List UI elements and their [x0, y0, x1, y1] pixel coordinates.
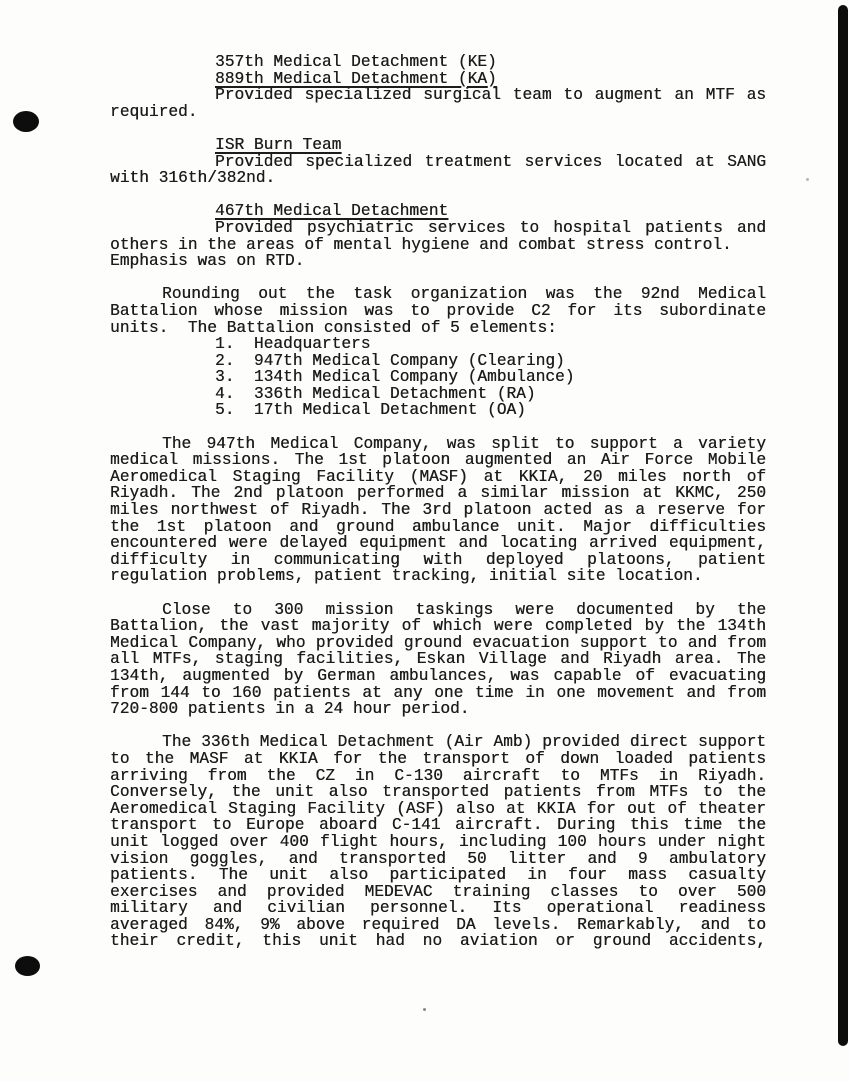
text-line: military and civilian personnel. Its operational readiness [110, 899, 766, 918]
text-line: 720-800 patients in a 24 hour period. [110, 700, 470, 719]
text-line: Medical Company, who provided ground evacuation support to and from [110, 633, 766, 652]
text-line: with 316th/382nd. [110, 169, 276, 188]
text-line: their credit, this unit had no aviation or ground accidents, [110, 932, 766, 951]
text-line: Battalion, the vast majority of which were completed by the 134th [110, 617, 766, 636]
text-line: 134th, augmented by German ambulances, was capable of evacuating [110, 666, 766, 685]
mission-taskings-paragraph [110, 602, 766, 718]
text-line: Aeromedical Staging Facility (MASF) at KKIA, 20 miles north of [110, 467, 766, 486]
text-line: unit logged over 400 flight hours, including 100 hours under night [110, 832, 766, 851]
text-line: Battalion whose mission was to provide C2 for its subordinate [110, 301, 766, 320]
task-organization-paragraph [110, 286, 766, 419]
text-line: 357th Medical Detachment (KE) [215, 53, 497, 71]
text-line: to the MASF at KKIA for the transport of down loaded patients [110, 749, 766, 768]
text-line: Riyadh. The 2nd platoon performed a similar mission at KKMC, 250 [110, 484, 766, 503]
text-line: medical missions. The 1st platoon augmented an Air Force Mobile [110, 451, 766, 470]
text-line: Close to 300 mission taskings were documented by the [162, 600, 766, 619]
text-line: Provided specialized surgical team to augment an MTF as [215, 86, 766, 105]
text-line: arriving from the CZ in C-130 aircraft to MTFs in Riyadh. [110, 766, 766, 785]
text-line: Emphasis was on RTD. [110, 252, 305, 271]
scan-speck [806, 178, 809, 181]
underlined-text: 467th Medical Detachment [215, 202, 449, 221]
text-line: transport to Europe aboard C-141 aircraft. During this time the [110, 816, 766, 835]
text-line: averaged 84%, 9% above required DA levels. Remarkably, and to [110, 915, 766, 934]
text-line: required. [110, 102, 198, 121]
underlined-text: ISR Burn Team [215, 135, 342, 154]
947th-medical-company-paragraph [110, 436, 766, 585]
text-line: others in the areas of mental hygiene and combat stress control. [110, 235, 732, 254]
underlined-heading-line [110, 137, 766, 154]
text-line: Conversely, the unit also transported patients from MTFs to the [110, 783, 766, 802]
text-line: Provided specialized treatment services located at SANG [215, 152, 766, 171]
text-line: The 947th Medical Company, was split to support a variety [162, 434, 766, 453]
underlined-heading-line [110, 71, 766, 88]
unit-entry-357th-889th [110, 54, 766, 120]
text-line: all MTFs, staging facilities, Eskan Village and Riyadh area. The [110, 650, 766, 669]
text-line: vision goggles, and transported 50 litter and 9 ambulatory [110, 849, 766, 868]
text-line: the 1st platoon and ground ambulance unit. Major difficulties [110, 517, 766, 536]
text-line: 4. 336th Medical Detachment (RA) [215, 384, 536, 403]
336th-medical-detachment-paragraph [110, 734, 766, 950]
text-line: 3. 134th Medical Company (Ambulance) [215, 368, 575, 387]
text-line: regulation problems, patient tracking, initial site location. [110, 567, 703, 586]
text-line: units. The Battalion consisted of 5 elements: [110, 318, 557, 337]
hole-punch-mark-bottom [15, 956, 40, 976]
scan-speck [423, 1008, 426, 1011]
text-line: 1. Headquarters [215, 335, 371, 354]
text-line: patients. The unit also participated in four mass casualty [110, 866, 766, 885]
unit-entry-467th [110, 203, 766, 269]
text-line: The 336th Medical Detachment (Air Amb) provided direct support [162, 733, 766, 752]
scan-edge-artifact-bar [838, 5, 848, 1046]
text-line: from 144 to 160 patients at any one time in one movement and from [110, 683, 766, 702]
text-line: Aeromedical Staging Facility (ASF) also at KKIA for out of theater [110, 799, 766, 818]
text-line: 5. 17th Medical Detachment (OA) [215, 401, 526, 420]
unit-entry-isr-burn-team [110, 137, 766, 187]
document-body [110, 54, 766, 967]
text-line: exercises and provided MEDEVAC training classes to over 500 [110, 882, 766, 901]
underlined-heading-line [110, 203, 766, 220]
text-line: miles northwest of Riyadh. The 3rd platoon acted as a reserve for [110, 501, 766, 520]
text-line: difficulty in communicating with deployed platoons, patient [110, 550, 766, 569]
hole-punch-mark-top [13, 111, 39, 132]
text-line: encountered were delayed equipment and locating arrived equipment, [110, 534, 766, 553]
underlined-text: 889th Medical Detachment (KA) [215, 69, 497, 88]
text-line: Provided psychiatric services to hospital patients and [215, 218, 766, 237]
text-line: Rounding out the task organization was the 92nd Medical [162, 285, 766, 304]
text-line: 2. 947th Medical Company (Clearing) [215, 351, 565, 370]
